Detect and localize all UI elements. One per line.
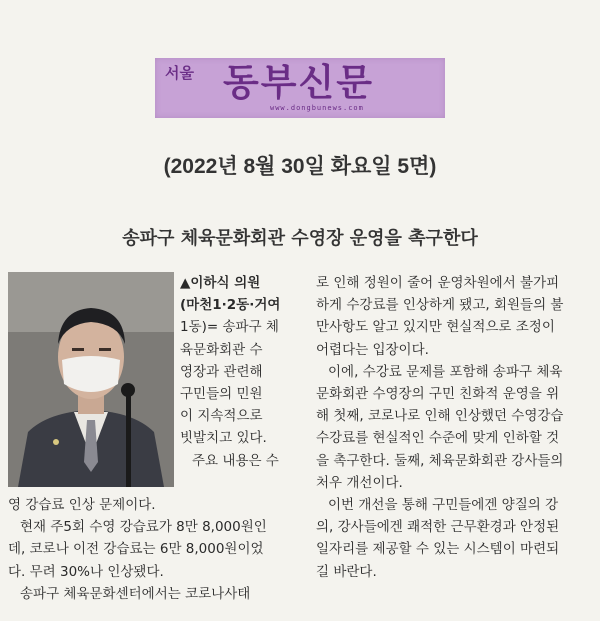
text-line: 문화회관 수영장의 구민 친화적 운영을 위 [316,386,560,403]
article-body-right [316,272,596,583]
publication-dateline: (2022년 8월 30일 화요일 5면) [163,155,437,178]
masthead-prefix: 서울 [165,64,194,82]
text-line: 처우 개선이다. [316,474,403,491]
text-line: 이에, 수강료 문제를 포함해 송파구 체육 [328,363,563,380]
text-line: 만사항도 알고 있지만 현실적으로 조정이 [316,319,555,336]
text-line: 육문화회관 수 [180,341,263,358]
text-line: 하게 수강료를 인상하게 됐고, 회원들의 불 [316,297,564,314]
text-line: 구민들의 민원 [180,386,263,403]
portrait-illustration [8,272,174,487]
text-line: 1동)= 송파구 체 [180,319,279,336]
text-line: 이번 개선을 통해 구민들에겐 양질의 강 [328,497,559,514]
text-line: 수강료를 현실적인 수준에 맞게 인하할 것 [316,430,560,447]
text-line: 이 지속적으로 [180,408,263,425]
masthead-logo [155,58,445,118]
text-line: 어렵다는 입장이다. [316,341,429,358]
text-line: 길 바란다. [316,563,377,580]
author-photo [8,272,174,487]
text-line: 영 강습료 인상 문제이다. [8,497,156,513]
text-line: 빗발치고 있다. [180,430,267,447]
text-line: 데, 코로나 이전 강습료는 6만 8,000원이었 [8,541,264,558]
text-line: 송파구 체육문화센터에서는 코로나사태 [20,585,251,602]
text-line: 해 첫째, 코로나로 인해 인상했던 수영강습 [316,408,564,425]
text-line: 의, 강사들에겐 쾌적한 근무환경과 안정된 [316,519,560,536]
byline-line: ▲이하식 의원 [180,275,261,291]
text-line: 현재 주5회 수영 강습료가 8만 8,000원인 [20,519,267,536]
article-headline: 송파구 체육문화회관 수영장 운영을 촉구한다 [122,228,478,249]
masthead-url: www.dongbunews.com [270,104,364,112]
masthead-title: 동부신문 [223,61,374,104]
article-body-left [8,494,310,605]
article-body-narrow [180,272,310,472]
text-line: 주요 내용은 수 [192,452,279,469]
text-line: 일자리를 제공할 수 있는 시스템이 마련되 [316,541,560,558]
text-line: 다. 무려 30%나 인상됐다. [8,563,164,580]
byline-line: (마천1·2동·거여 [180,297,281,314]
text-line: 영장과 관련해 [180,363,263,380]
text-line: 로 인해 정원이 줄어 운영차원에서 불가피 [316,275,560,291]
text-line: 을 촉구한다. 둘째, 체육문화회관 강사들의 [316,452,564,469]
